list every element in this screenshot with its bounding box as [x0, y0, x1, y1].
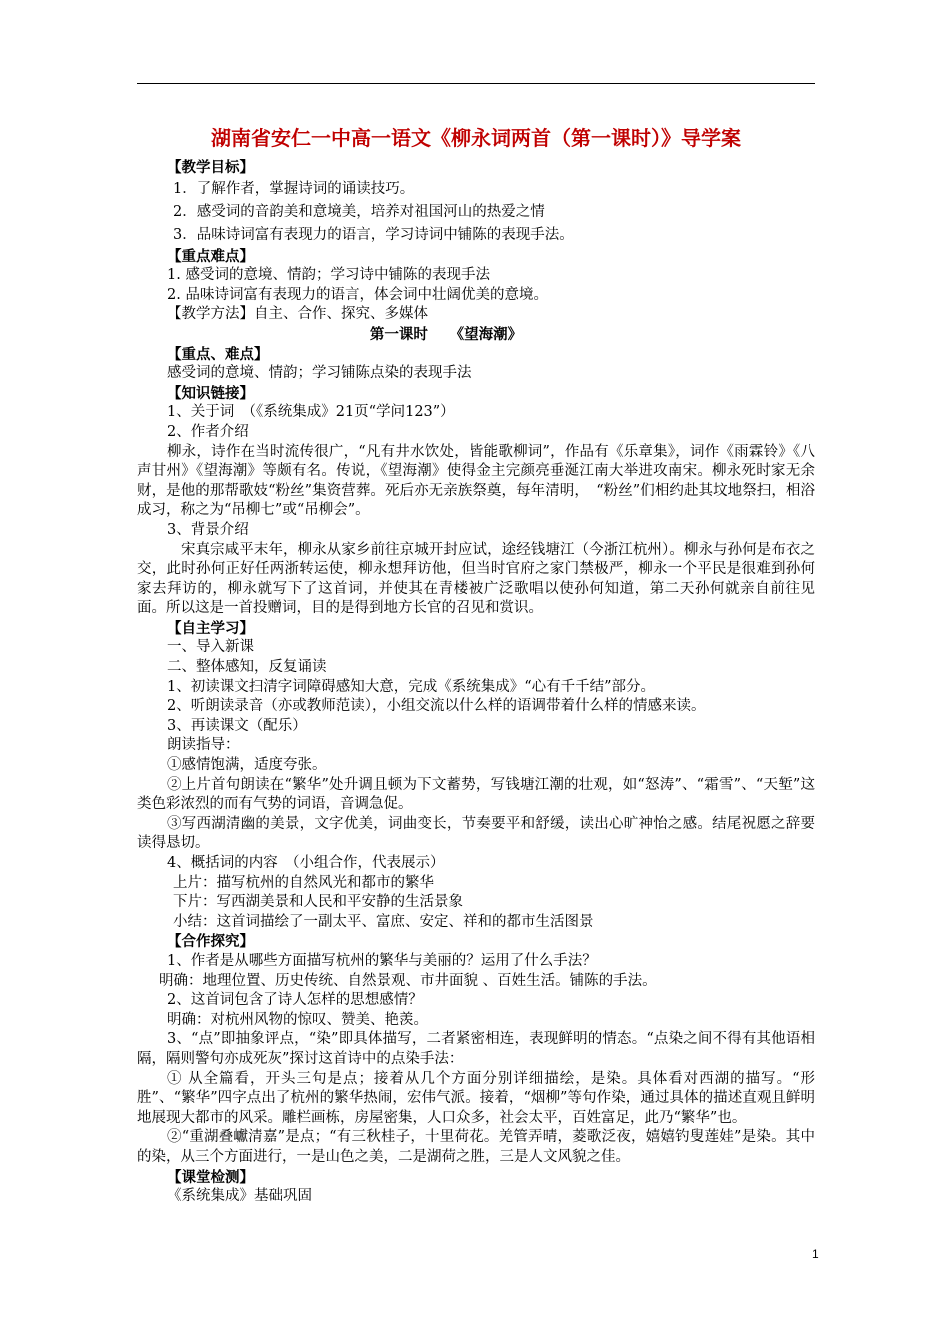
author-paragraph: 柳永，诗作在当时流传很广，“凡有井水饮处，皆能歌柳词”，作品有《乐章集》，词作《雨霖铃》《八声甘州》《望海潮》等颇有名。传说，《望海潮》使得金主完颜亮垂涎江南大举进攻南宋。柳永死时家无余财，是他的那帮歌妓“粉丝”集资营葬。死后亦无亲族祭奠，每年清明， “粉丝”们相约赴其坟地祭扫，相浴成习，称之为“吊柳七”或“吊柳会”。 — [137, 443, 815, 519]
self-study-line: 一、导入新课 — [167, 639, 254, 656]
section-header-self-study: 【自主学习】 — [167, 619, 254, 637]
page-number: 1 — [812, 1247, 819, 1261]
goal-item: 1．了解作者，掌握诗词的诵读技巧。 — [173, 180, 415, 197]
teaching-method: 【教学方法】自主、合作、探究、多媒体 — [167, 306, 428, 323]
self-study-line: 4、概括词的内容 （小组合作，代表展示） — [167, 855, 445, 871]
reading-guide-2: ②上片首句朗读在“繁华”处升调且顿为下文蓄势，写钱塘江潮的壮观，如“怒涛”、“霜雪”、“天堑”这类色彩浓烈的而有气势的词语，音调急促。 — [137, 776, 815, 813]
keypoint-item: 1. 感受词的意境、情韵；学习诗中铺陈的表现手法 — [167, 267, 490, 284]
section-header-keypoints: 【重点难点】 — [167, 247, 254, 265]
document-body — [137, 120, 815, 1207]
reading-guide-3: ③写西湖清幽的美景，文字优美，词曲变长，节奏要平和舒缓，读出心旷神怡之感。结尾祝愿之辞要读得恳切。 — [137, 815, 815, 852]
self-study-line: 下片：写西湖美景和人民和平安静的生活景象 — [173, 894, 463, 911]
check-line: 《系统集成》基础巩固 — [167, 1188, 312, 1205]
knowledge-item: 2、作者介绍 — [167, 423, 249, 440]
header-rule — [137, 83, 815, 84]
section-header-check: 【课堂检测】 — [167, 1168, 254, 1186]
keypoint-item: 2. 品味诗词富有表现力的语言，体会词中壮阔优美的意境。 — [167, 286, 548, 303]
self-study-line: 3、再读课文（配乐） — [167, 717, 307, 734]
explore-answer: 明确：对杭州风物的惊叹、赞美、艳羡。 — [167, 1011, 428, 1028]
section-header-explore: 【合作探究】 — [167, 933, 254, 951]
section-header-lesson-key: 【重点、难点】 — [167, 345, 269, 363]
section-header-goals: 【教学目标】 — [167, 159, 254, 176]
goal-item: 2．感受词的音韵美和意境美，培养对祖国河山的热爱之情 — [173, 203, 545, 220]
explore-question: 1、作者是从哪些方面描写杭州的繁华与美丽的？运用了什么手法？ — [167, 952, 597, 969]
explore-point-2: ②“重湖叠巘清嘉”是点；“有三秋桂子，十里荷花。羌管弄晴，菱歌泛夜，嬉嬉钓叟莲娃”是染。其中的染，从三个方面进行，一是山色之美，二是湖荷之胜，三是人文风貌之佳。 — [137, 1129, 815, 1165]
lesson-title: 第一课时 《望海潮》 — [369, 325, 523, 343]
self-study-line: 上片：描写杭州的自然风光和都市的繁华 — [173, 874, 434, 891]
knowledge-item: 3、背景介绍 — [167, 521, 249, 538]
self-study-line: 小结：这首词描绘了一副太平、富庶、安定、祥和的都市生活图景 — [173, 913, 594, 930]
document-title: 湖南省安仁一中高一语文《柳永词两首（第一课时）》导学案 — [211, 126, 741, 150]
explore-question: 2、这首词包含了诗人怎样的思想感情？ — [167, 992, 423, 1009]
background-paragraph: 宋真宗咸平末年，柳永从家乡前往京城开封应试，途经钱塘江（今浙江杭州）。柳永与孙何是布衣之交，此时孙何正好任两浙转运使，柳永想拜访他，但当时官府之家门禁极严，柳永一个平民是很难到孙何家去拜访的，柳永就写下了这首词，并使其在青楼被广泛歌唱以使孙何知道，第二天孙何就亲自前往见面。所以这是一首投赠词，目的是得到地方长官的召见和赏识。 — [137, 541, 815, 617]
knowledge-item: 1、关于词 （《系统集成》21页“学问123”） — [167, 404, 455, 421]
self-study-line: 2、听朗读录音（亦或教师范读），小组交流以什么样的语调带着什么样的情感来读。 — [167, 698, 706, 715]
self-study-line: ①感情饱满，适度夸张。 — [167, 757, 327, 774]
section-header-knowledge: 【知识链接】 — [167, 384, 254, 402]
self-study-line: 朗读指导： — [167, 737, 240, 754]
self-study-line: 1、初读课文扫清字词障碍感知大意，完成《系统集成》“心有千千结”部分。 — [167, 678, 656, 695]
explore-question: 3、“点”即抽象评点，“染”即具体描写，二者紧密相连，表现鲜明的情态。“点染之间不得有其他语相隔，隔则警句亦成死灰”探讨这首诗中的点染手法： — [137, 1031, 815, 1067]
explore-point-1: ① 从全篇看，开头三句是点；接着从几个方面分别详细描绘，是染。具体看对西湖的描写。“形胜”、“繁华”四字点出了杭州的繁华热闹，宏伟气派。接着，“烟柳”等句作染，通过具体的描述直观且鲜明地展现大都市的风采。雕栏画栋，房屋密集，人口众多，社会太平，百姓富足，此乃“繁华”也。 — [137, 1070, 815, 1126]
lesson-key-text: 感受词的意境、情韵；学习铺陈点染的表现手法 — [167, 365, 472, 382]
self-study-line: 二、整体感知，反复诵读 — [167, 659, 327, 676]
goal-item: 3．品味诗词富有表现力的语言，学习诗词中铺陈的表现手法。 — [173, 226, 574, 243]
explore-answer: 明确：地理位置、历史传统、自然景观、市井面貌 、百姓生活。铺陈的手法。 — [159, 972, 657, 989]
